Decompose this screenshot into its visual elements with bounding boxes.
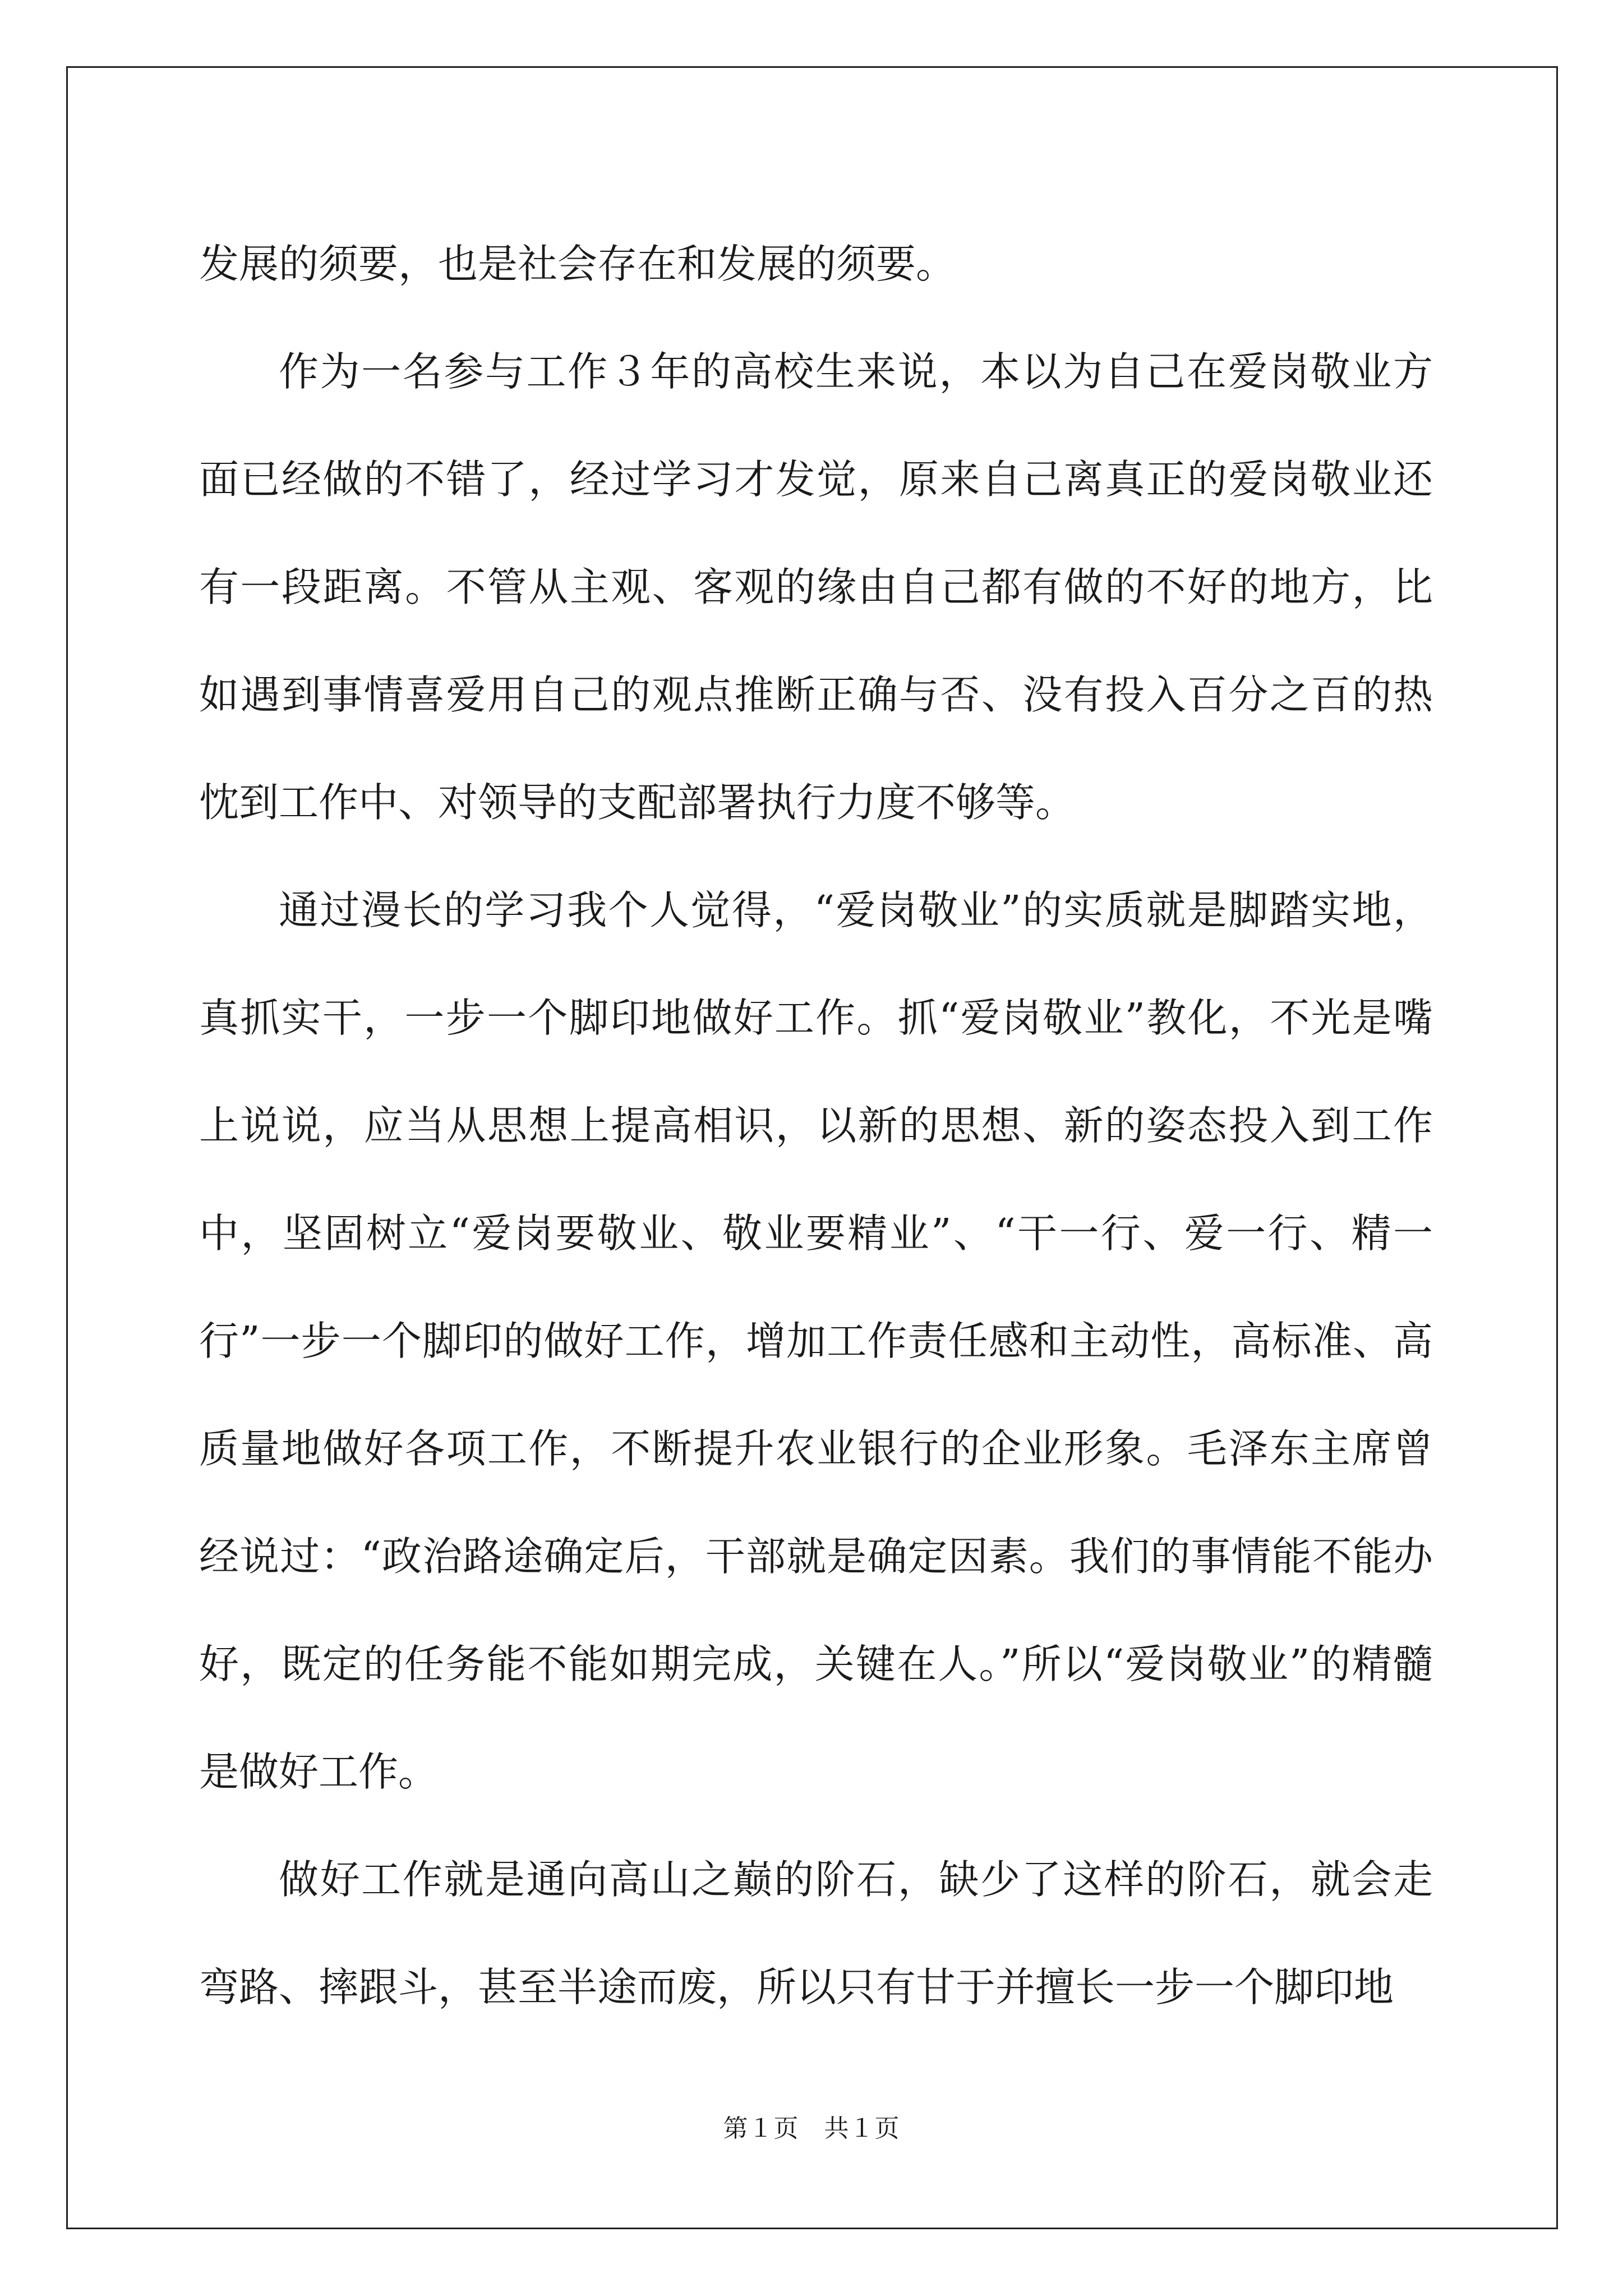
paragraph: 做好工作就是通向高山之巅的阶石，缺少了这样的阶石，就会走弯路、摔跟斗，甚至半途而废，所以只有甘于并擅长一步一个脚印地 bbox=[199, 1856, 1433, 2010]
paragraph: 通过漫长的学习我个人觉得，“爱岗敬业”的实质就是脚踏实地，真抓实干，一步一个脚印地做好工作。抓“爱岗敬业”教化，不光是嘴上说说，应当从思想上提高相识，以新的思想、新的姿态投入到工作中，坚固树立“爱岗要敬业、敬业要精业”、“干一行、爱一行、精一行”一步一个脚印的做好工作，增加工作责任感和主动性，高标准、高质量地做好各项工作，不断提升农业银行的企业形象。毛泽东主席曾经说过：“政治路途确定后，干部就是确定因素。我们的事情能不能办好，既定的任务能不能如期完成，关键在人。”所以“爱岗敬业”的精髓是做好工作。 bbox=[199, 887, 1433, 1795]
page-number-footer: 第１页 共１页 bbox=[723, 2114, 900, 2143]
paragraph: 作为一名参与工作３年的高校生来说，本以为自己在爱岗敬业方面已经做的不错了，经过学习才发觉，原来自己离真正的爱岗敬业还有一段距离。不管从主观、客观的缘由自己都有做的不好的地方，比如遇到事情喜爱用自己的观点推断正确与否、没有投入百分之百的热忱到工作中、对领导的支配部署执行力度不够等。 bbox=[199, 348, 1433, 826]
document-body bbox=[199, 210, 1433, 2041]
paragraph: 发展的须要，也是社会存在和发展的须要。 bbox=[199, 241, 956, 287]
